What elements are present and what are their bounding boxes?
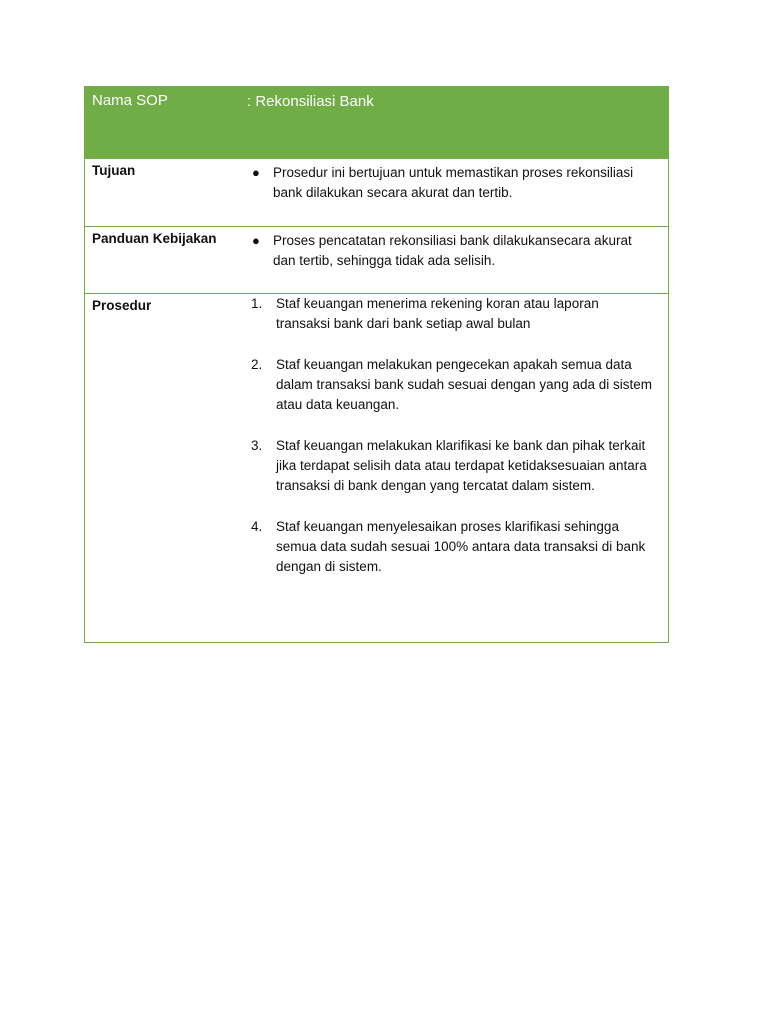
step-number: 4. [251, 519, 263, 534]
tujuan-row [85, 158, 668, 226]
prosedur-row [85, 293, 668, 642]
panduan-kebijakan-content [248, 227, 668, 293]
procedure-step [248, 517, 656, 577]
step-number: 2. [251, 357, 263, 372]
sop-name-value: : Rekonsiliasi Bank [247, 93, 374, 110]
step-text: Staf keuangan menyelesaikan proses klarifikasi sehingga semua data sudah sesuai 100% antara data transaksi di bank dengan di sistem. [276, 519, 646, 574]
step-text: Staf keuangan melakukan pengecekan apakah semua data dalam transaksi bank sudah sesuai dengan yang ada di sistem atau data keuangan. [276, 357, 652, 412]
prosedur-steps [248, 294, 668, 642]
sop-header-row [85, 87, 668, 158]
panduan-kebijakan-text: Proses pencatatan rekonsiliasi bank dilakukansecara akurat dan tertib, sehingga tidak ada selisih. [273, 233, 632, 268]
sop-name-label: Nama SOP [92, 92, 168, 109]
bullet-icon: ● [252, 233, 260, 248]
sop-table [84, 86, 669, 643]
list-item [248, 163, 656, 203]
tujuan-text: Prosedur ini bertujuan untuk memastikan proses rekonsiliasi bank dilakukan secara akurat dan tertib. [273, 165, 634, 200]
panduan-kebijakan-row [85, 226, 668, 293]
prosedur-label: Prosedur [92, 298, 152, 313]
procedure-step [248, 294, 656, 334]
step-number: 1. [251, 296, 263, 311]
tujuan-label: Tujuan [92, 163, 136, 178]
step-text: Staf keuangan melakukan klarifikasi ke bank dan pihak terkait jika terdapat selisih data atau terdapat ketidaksesuaian antara transaksi di bank dengan yang tercatat dalam sistem. [276, 438, 647, 493]
step-text: Staf keuangan menerima rekening koran atau laporan transaksi bank dari bank setiap awal bulan [276, 296, 599, 331]
bullet-icon: ● [252, 165, 260, 180]
procedure-step [248, 436, 656, 496]
tujuan-content [248, 159, 668, 226]
panduan-kebijakan-label: Panduan Kebijakan [92, 231, 217, 246]
procedure-step [248, 355, 656, 415]
list-item [248, 231, 656, 271]
step-number: 3. [251, 438, 263, 453]
